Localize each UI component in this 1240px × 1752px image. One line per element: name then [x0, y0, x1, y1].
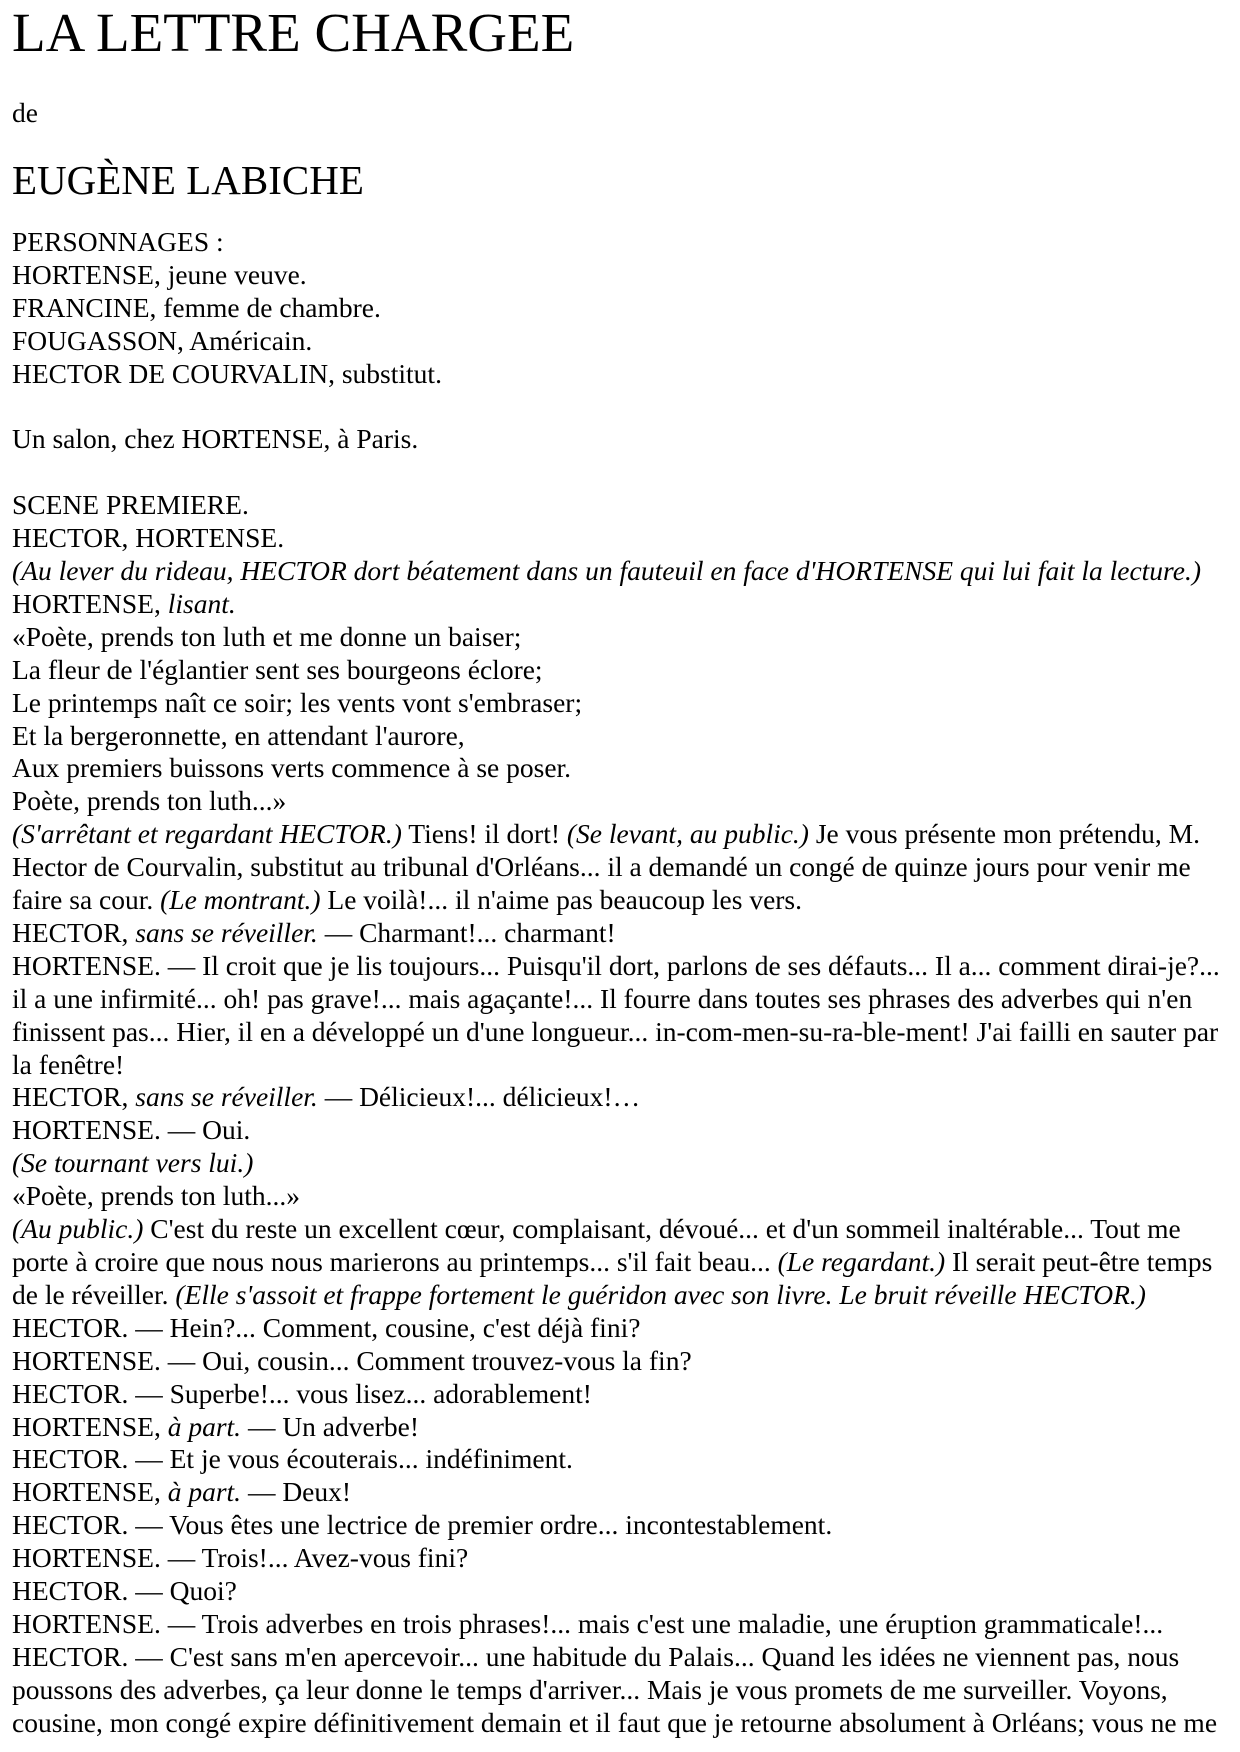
text-segment: Tiens! il dort! — [401, 818, 567, 850]
text-segment: il a une infirmité... oh! pas grave!... mais agaçante!... Il fourre dans toutes ses phrases des adverbes qui n'en — [12, 982, 1193, 1014]
speech-line — [12, 1641, 1232, 1674]
text-segment: C'est du reste un excellent cœur, complaisant, dévoué... et d'un sommeil inaltérable... Tout me — [143, 1213, 1181, 1245]
text-segment: HORTENSE. — Oui, cousin... Comment trouvez-vous la fin? — [12, 1344, 692, 1376]
speech-line — [12, 1443, 1232, 1476]
text-segment: cousine, mon congé expire définitivement demain et il faut que je retourne absolument à Orléans; vous ne me — [12, 1706, 1218, 1738]
verse-line — [12, 720, 1232, 753]
speech-line — [12, 1114, 1232, 1147]
speech-line — [12, 1575, 1232, 1608]
speaker-line — [12, 588, 1232, 621]
text-segment: FOUGASSON, Américain. — [12, 324, 313, 356]
text-segment: finissent pas... Hier, il en a développé un d'une longueur... in-com-men-su-ra-ble-ment! J'ai failli en sauter par — [12, 1015, 1219, 1047]
character-list-item — [12, 292, 1232, 325]
text-segment: Aux premiers buissons verts commence à se poser. — [12, 752, 572, 784]
text-segment: HORTENSE, — [12, 1476, 168, 1508]
byline: de — [12, 97, 38, 128]
text-segment: HORTENSE. — Il croit que je lis toujours... Puisqu'il dort, parlons de ses défauts... Il a... comment dirai-je?... — [12, 949, 1220, 981]
verse-line — [12, 752, 1232, 785]
character-list-heading — [12, 226, 1232, 259]
speech-line — [12, 1279, 1232, 1312]
stage-direction: (Se tournant vers lui.) — [12, 1147, 254, 1179]
text-segment: HECTOR, — [12, 916, 136, 948]
speech-line — [12, 1542, 1232, 1575]
speech-line — [12, 1345, 1232, 1378]
text-segment: la fenêtre! — [12, 1048, 125, 1080]
text-segment: faire sa cour. — [12, 884, 161, 916]
speech-line — [12, 1081, 1232, 1114]
text-segment: HORTENSE, — [12, 587, 168, 619]
speech-line — [12, 1411, 1232, 1444]
speech-line — [12, 818, 1232, 851]
speech-line — [12, 1707, 1232, 1740]
speech-line — [12, 1608, 1232, 1641]
text-segment: Le voilà!... il n'aime pas beaucoup les vers. — [320, 884, 803, 916]
stage-direction: (Le regardant.) — [777, 1246, 946, 1277]
text-segment: de le réveiller. — [12, 1278, 176, 1310]
text-segment: — Deux! — [241, 1476, 352, 1508]
text-segment: HECTOR, HORTENSE. — [12, 522, 285, 554]
text-segment: — Délicieux!... délicieux!… — [317, 1081, 641, 1113]
stage-direction: sans se réveiller. — [135, 1081, 318, 1113]
text-segment: «Poète, prends ton luth et me donne un baiser; — [12, 620, 522, 652]
scene-characters — [12, 522, 1232, 555]
text-segment: — Charmant!... charmant! — [317, 916, 616, 948]
stage-direction: sans se réveiller. — [135, 916, 318, 948]
text-segment: SCENE PREMIERE. — [12, 489, 249, 521]
text-segment: poussons des adverbes, ça leur donne le temps d'arriver... Mais je vous promets de me surveiller. Voyons, — [12, 1673, 1168, 1705]
character-list-item — [12, 325, 1232, 358]
speech-line — [12, 983, 1232, 1016]
text-segment: HECTOR. — Vous êtes une lectrice de premier ordre... incontestablement. — [12, 1509, 833, 1541]
character-list-item — [12, 358, 1232, 391]
verse-line — [12, 687, 1232, 720]
verse-line — [12, 654, 1232, 687]
text-segment: HECTOR. — Hein?... Comment, cousine, c'est déjà fini? — [12, 1311, 641, 1343]
speech-line — [12, 1674, 1232, 1707]
text-segment: Poète, prends ton luth...» — [12, 785, 287, 817]
text-segment: HECTOR. — Et je vous écouterais... indéfiniment. — [12, 1443, 573, 1475]
text-segment: FRANCINE, femme de chambre. — [12, 291, 381, 323]
setting-line — [12, 423, 1232, 456]
stage-direction-line — [12, 1147, 1232, 1180]
speech-line — [12, 1378, 1232, 1411]
text-segment: PERSONNAGES : — [12, 225, 224, 257]
stage-direction: (Le montrant.) — [160, 884, 321, 916]
stage-direction: (S'arrêtant et regardant HECTOR.) — [12, 818, 402, 850]
text-segment: HORTENSE. — Trois adverbes en trois phrases!... mais c'est une maladie, une éruption grammaticale!... — [12, 1607, 1164, 1639]
text-segment: Un salon, chez HORTENSE, à Paris. — [12, 423, 419, 455]
speech-line — [12, 851, 1232, 884]
speech-line — [12, 950, 1232, 983]
play-text — [12, 226, 1232, 1740]
text-segment: porte à croire que nous nous marierons au printemps... s'il fait beau... — [12, 1246, 778, 1277]
stage-direction-line — [12, 555, 1232, 588]
speech-line — [12, 1246, 1232, 1279]
text-segment: HECTOR, — [12, 1081, 136, 1113]
text-segment: «Poète, prends ton luth...» — [12, 1180, 300, 1212]
speech-line — [12, 1312, 1232, 1345]
page-title: LA LETTRE CHARGEE — [12, 2, 575, 63]
speech-line — [12, 917, 1232, 950]
speech-line — [12, 884, 1232, 917]
text-segment: HECTOR. — Quoi? — [12, 1575, 237, 1607]
stage-direction: à part. — [167, 1476, 242, 1508]
text-segment: — Un adverbe! — [241, 1410, 419, 1442]
text-segment: HECTOR DE COURVALIN, substitut. — [12, 357, 442, 389]
verse-line — [12, 1180, 1232, 1213]
character-list-item — [12, 259, 1232, 292]
verse-line — [12, 621, 1232, 654]
blank-line — [12, 390, 1232, 423]
text-segment: Il serait peut-être temps — [945, 1246, 1213, 1277]
stage-direction: (Elle s'assoit et frappe fortement le guéridon avec son livre. Le bruit réveille HECTOR.) — [175, 1278, 1146, 1310]
text-segment: Hector de Courvalin, substitut au tribunal d'Orléans... il a demandé un congé de quinze jours pour venir me — [12, 851, 1191, 883]
text-segment: La fleur de l'églantier sent ses bourgeons éclore; — [12, 653, 543, 685]
speech-line — [12, 1016, 1232, 1049]
text-segment: HORTENSE. — Trois!... Avez-vous fini? — [12, 1542, 469, 1574]
author-name: EUGÈNE LABICHE — [12, 156, 364, 203]
text-segment: Je vous présente mon prétendu, M. — [808, 818, 1200, 850]
text-segment: Le printemps naît ce soir; les vents vont s'embraser; — [12, 686, 583, 718]
text-segment: HORTENSE. — Oui. — [12, 1114, 251, 1146]
stage-direction: lisant. — [167, 587, 236, 619]
speech-line — [12, 1476, 1232, 1509]
stage-direction: (Au lever du rideau, HECTOR dort béatement dans un fauteuil en face d'HORTENSE qui lui fait la lecture.) — [12, 554, 1201, 586]
text-segment: HECTOR. — Superbe!... vous lisez... adorablement! — [12, 1377, 592, 1409]
text-segment: HORTENSE, jeune veuve. — [12, 258, 307, 290]
stage-direction: à part. — [167, 1410, 242, 1442]
blank-line — [12, 456, 1232, 489]
scene-heading — [12, 489, 1232, 522]
stage-direction: (Se levant, au public.) — [566, 818, 809, 850]
speech-line — [12, 1049, 1232, 1082]
text-segment: HORTENSE, — [12, 1410, 168, 1442]
text-segment: Et la bergeronnette, en attendant l'aurore, — [12, 719, 465, 751]
verse-line — [12, 785, 1232, 818]
text-segment: HECTOR. — C'est sans m'en apercevoir... une habitude du Palais... Quand les idées ne viennent pas, nous — [12, 1640, 1180, 1672]
speech-line — [12, 1509, 1232, 1542]
speech-line — [12, 1213, 1232, 1246]
stage-direction: (Au public.) — [12, 1213, 144, 1245]
